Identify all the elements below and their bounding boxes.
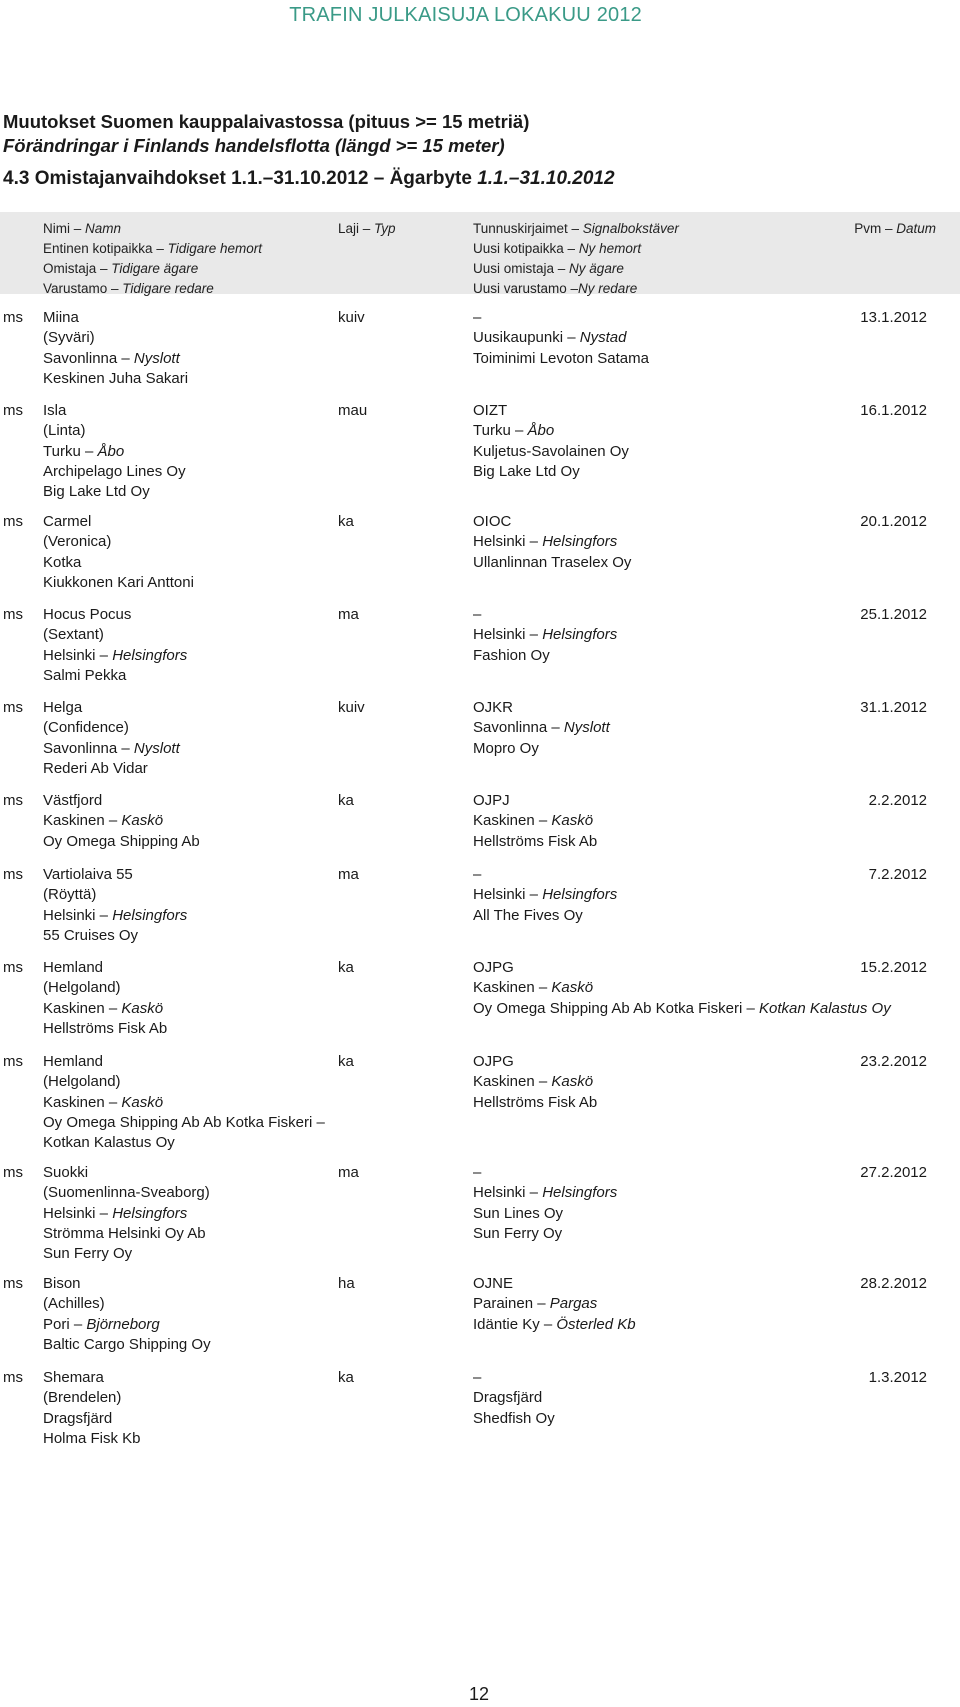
vessel-previous-details-line: Baltic Cargo Shipping Oy (43, 1335, 211, 1353)
vessel-new-details-line: – (473, 866, 482, 883)
vessel-new-details-line: Mopro Oy (473, 739, 539, 757)
vessel-type: ma (338, 606, 359, 623)
vessel-new-details-line: Helsinki – Helsingfors (473, 533, 618, 551)
vessel-previous-details-line: Turku – Åbo (43, 442, 125, 460)
column-header-vessel (43, 219, 262, 299)
column-header-line: Nimi – Namn (43, 221, 122, 236)
vessel-new-details-line: Oy Omega Shipping Ab Ab Kotka Fiskeri – Kotkan Kalastus Oy (473, 999, 891, 1017)
column-header-line: Uusi varustamo –Ny redare (473, 281, 638, 296)
vessel-previous-details-line: Bison (43, 1275, 81, 1292)
change-date: 1.3.2012 (868, 1369, 927, 1386)
vessel-previous-details (43, 1163, 210, 1264)
section-title (3, 167, 615, 191)
vessel-prefix: ms (3, 699, 23, 716)
vessel-previous-details-line: Västfjord (43, 792, 103, 809)
vessel-new-details-line: Kuljetus-Savolainen Oy (473, 442, 629, 460)
vessel-prefix: ms (3, 1275, 23, 1292)
vessel-previous-details (43, 308, 188, 389)
change-date: 2.2.2012 (868, 792, 927, 809)
vessel-new-details-line: Parainen – Pargas (473, 1295, 598, 1313)
vessel-type: ka (338, 513, 354, 530)
column-header-date: Pvm – Datum (854, 221, 936, 236)
vessel-new-details-line: – (473, 1369, 482, 1386)
vessel-previous-details-line: (Röyttä) (43, 886, 97, 904)
vessel-new-details-line: Kaskinen – Kaskö (473, 1073, 594, 1091)
vessel-type: ma (338, 866, 359, 883)
section-title-sv: 1.1.–31.10.2012 (471, 168, 615, 189)
column-header-line: Omistaja – Tidigare ägare (43, 261, 199, 276)
vessel-new-details-line: Kaskinen – Kaskö (473, 979, 594, 997)
vessel-previous-details-line: 55 Cruises Oy (43, 926, 139, 944)
vessel-previous-details (43, 865, 187, 946)
vessel-new-details-line: OJKR (473, 699, 514, 716)
vessel-previous-details-line: Helsinki – Helsingfors (43, 646, 188, 664)
vessel-type: ka (338, 1369, 354, 1386)
vessel-previous-details-line: Suokki (43, 1164, 89, 1181)
vessel-previous-details-line: Dragsfjärd (43, 1409, 113, 1427)
document-headings (3, 110, 615, 191)
vessel-previous-details-line: Carmel (43, 513, 92, 530)
vessel-new-details (473, 605, 617, 666)
vessel-prefix: ms (3, 402, 23, 419)
vessel-previous-details-line: Oy Omega Shipping Ab Ab Kotka Fiskeri – (43, 1113, 325, 1131)
vessel-previous-details-line: (Linta) (43, 422, 86, 440)
vessel-prefix: ms (3, 792, 23, 809)
vessel-previous-details (43, 512, 194, 593)
vessel-previous-details-line: (Syväri) (43, 329, 95, 347)
vessel-previous-details-line: Strömma Helsinki Oy Ab (43, 1224, 206, 1242)
vessel-new-details-line: Big Lake Ltd Oy (473, 462, 580, 480)
vessel-new-details-line: Turku – Åbo (473, 422, 555, 440)
vessel-new-details (473, 791, 597, 852)
vessel-previous-details-line: Kiukkonen Kari Anttoni (43, 573, 194, 591)
vessel-new-details (473, 1163, 617, 1244)
vessel-new-details (473, 1368, 555, 1429)
vessel-previous-details-line: Hemland (43, 959, 104, 976)
vessel-new-details-line: OJNE (473, 1275, 514, 1292)
vessel-new-details-line: OIZT (473, 402, 508, 419)
vessel-new-details-line: Ullanlinnan Traselex Oy (473, 553, 632, 571)
vessel-new-details (473, 401, 629, 482)
vessel-previous-details-line: (Helgoland) (43, 1073, 121, 1091)
change-date: 16.1.2012 (860, 402, 927, 419)
vessel-new-details (473, 958, 891, 1019)
vessel-previous-details-line: (Brendelen) (43, 1389, 122, 1407)
vessel-prefix: ms (3, 866, 23, 883)
vessel-previous-details-line: Rederi Ab Vidar (43, 759, 148, 777)
vessel-previous-details-line: Oy Omega Shipping Ab (43, 832, 200, 850)
vessel-previous-details-line: Miina (43, 309, 79, 326)
change-date: 7.2.2012 (868, 866, 927, 883)
vessel-previous-details-line: Hemland (43, 1053, 104, 1070)
vessel-new-details-line: Toiminimi Levoton Satama (473, 349, 649, 367)
vessel-previous-details-line: Kaskinen – Kaskö (43, 1093, 164, 1111)
vessel-new-details-line: Savonlinna – Nyslott (473, 719, 610, 737)
vessel-prefix: ms (3, 309, 23, 326)
vessel-previous-details-line: Kotka (43, 553, 82, 571)
vessel-previous-details-line: Sun Ferry Oy (43, 1245, 133, 1263)
heading-swedish: Förändringar i Finlands handelsflotta (längd >= 15 meter) (3, 135, 505, 156)
vessel-previous-details-line: Keskinen Juha Sakari (43, 369, 189, 387)
vessel-type: ma (338, 1164, 359, 1181)
vessel-previous-details-line: Helsinki – Helsingfors (43, 906, 188, 924)
vessel-previous-details-line: (Helgoland) (43, 979, 121, 997)
vessel-previous-details-line: Savonlinna – Nyslott (43, 349, 180, 367)
vessel-new-details-line: OIOC (473, 513, 512, 530)
vessel-previous-details-line: Isla (43, 402, 67, 419)
vessel-prefix: ms (3, 1164, 23, 1181)
vessel-prefix: ms (3, 1369, 23, 1386)
vessel-new-details (473, 698, 610, 759)
column-header-band (0, 212, 960, 294)
vessel-previous-details (43, 791, 200, 852)
vessel-previous-details-line: (Suomenlinna-Sveaborg) (43, 1184, 210, 1202)
vessel-previous-details-line: (Confidence) (43, 719, 129, 737)
vessel-new-details-line: All The Fives Oy (473, 906, 583, 924)
change-date: 25.1.2012 (860, 606, 927, 623)
vessel-previous-details-line: Kaskinen – Kaskö (43, 999, 164, 1017)
section-title-fi: 4.3 Omistajanvaihdokset 1.1.–31.10.2012 – Ägarbyte (3, 168, 472, 189)
vessel-prefix: ms (3, 1053, 23, 1070)
vessel-new-details-line: Helsinki – Helsingfors (473, 1184, 618, 1202)
vessel-previous-details-line: Helsinki – Helsingfors (43, 1204, 188, 1222)
column-header-line: Uusi kotipaikka – Ny hemort (473, 241, 642, 256)
change-date: 28.2.2012 (860, 1275, 927, 1292)
vessel-type: kuiv (338, 699, 365, 716)
vessel-type: ka (338, 959, 354, 976)
vessel-new-details-line: – (473, 606, 482, 623)
vessel-new-details-line: – (473, 309, 482, 326)
vessel-new-details-line: Helsinki – Helsingfors (473, 626, 618, 644)
vessel-prefix: ms (3, 513, 23, 530)
vessel-new-details-line: Helsinki – Helsingfors (473, 886, 618, 904)
vessel-type: ha (338, 1275, 355, 1292)
vessel-new-details-line: Hellströms Fisk Ab (473, 832, 598, 850)
change-date: 31.1.2012 (860, 699, 927, 716)
vessel-previous-details-line: (Veronica) (43, 533, 112, 551)
vessel-previous-details (43, 401, 186, 502)
vessel-previous-details-line: Kaskinen – Kaskö (43, 812, 164, 830)
page-number: 12 (469, 1684, 490, 1704)
vessel-previous-details-line: Holma Fisk Kb (43, 1429, 141, 1447)
vessel-new-details (473, 512, 631, 573)
vessel-prefix: ms (3, 959, 23, 976)
vessel-new-details (473, 1052, 597, 1113)
vessel-new-details-line: Shedfish Oy (473, 1409, 555, 1427)
column-header-type: Laji – Typ (338, 221, 396, 236)
column-header-line: Entinen kotipaikka – Tidigare hemort (43, 241, 263, 256)
vessel-previous-details (43, 958, 167, 1039)
vessel-previous-details-line: (Sextant) (43, 626, 104, 644)
column-header-new-details (473, 219, 679, 299)
vessel-previous-details-line: Hocus Pocus (43, 606, 132, 623)
change-date: 23.2.2012 (860, 1053, 927, 1070)
vessel-new-details-line: Sun Ferry Oy (473, 1224, 563, 1242)
vessel-new-details-line: Hellströms Fisk Ab (473, 1093, 598, 1111)
vessel-type: kuiv (338, 309, 365, 326)
change-date: 13.1.2012 (860, 309, 927, 326)
vessel-previous-details-line: Hellströms Fisk Ab (43, 1019, 168, 1037)
vessel-previous-details-line: Pori – Björneborg (43, 1315, 160, 1333)
vessel-previous-details-line: Big Lake Ltd Oy (43, 483, 150, 501)
vessel-previous-details-line: Shemara (43, 1369, 104, 1386)
page-header-title: TRAFIN JULKAISUJA LOKAKUU 2012 (289, 4, 642, 26)
column-header-line: Uusi omistaja – Ny ägare (473, 261, 624, 276)
vessel-prefix: ms (3, 606, 23, 623)
vessel-new-details-line: OJPG (473, 1053, 514, 1070)
vessel-new-details-line: Uusikaupunki – Nystad (473, 329, 627, 347)
vessel-previous-details (43, 1052, 325, 1153)
vessel-new-details-line: Idäntie Ky – Österled Kb (473, 1315, 636, 1333)
vessel-previous-details (43, 698, 180, 779)
vessel-previous-details-line: (Achilles) (43, 1295, 105, 1313)
change-date: 15.2.2012 (860, 959, 927, 976)
vessel-new-details-line: Fashion Oy (473, 646, 550, 664)
vessel-previous-details-line: Savonlinna – Nyslott (43, 739, 180, 757)
vessel-previous-details-line: Helga (43, 699, 83, 716)
vessel-new-details (473, 865, 617, 926)
vessel-previous-details (43, 605, 187, 686)
vessel-type: mau (338, 402, 368, 419)
vessel-previous-details-line: Archipelago Lines Oy (43, 462, 186, 480)
change-date: 27.2.2012 (860, 1164, 927, 1181)
vessel-previous-details-line: Salmi Pekka (43, 666, 127, 684)
vessel-new-details-line: OJPJ (473, 792, 510, 809)
vessel-previous-details-line: Kotkan Kalastus Oy (43, 1134, 175, 1152)
column-header-line: Varustamo – Tidigare redare (43, 281, 214, 296)
change-date: 20.1.2012 (860, 513, 927, 530)
column-header-line: Tunnuskirjaimet – Signalbokstäver (473, 221, 679, 236)
vessel-new-details-line: Dragsfjärd (473, 1389, 543, 1407)
vessel-previous-details (43, 1274, 211, 1355)
vessel-type: ka (338, 792, 354, 809)
heading-finnish: Muutokset Suomen kauppalaivastossa (pituus >= 15 metriä) (3, 111, 530, 132)
vessel-type: ka (338, 1053, 354, 1070)
vessel-new-details-line: Sun Lines Oy (473, 1204, 564, 1222)
vessel-previous-details-line: Vartiolaiva 55 (43, 866, 133, 883)
vessel-new-details-line: OJPG (473, 959, 514, 976)
vessel-new-details-line: – (473, 1164, 482, 1181)
vessel-new-details (473, 308, 649, 369)
vessel-previous-details (43, 1368, 141, 1449)
vessel-new-details (473, 1274, 636, 1335)
vessel-new-details-line: Kaskinen – Kaskö (473, 812, 594, 830)
